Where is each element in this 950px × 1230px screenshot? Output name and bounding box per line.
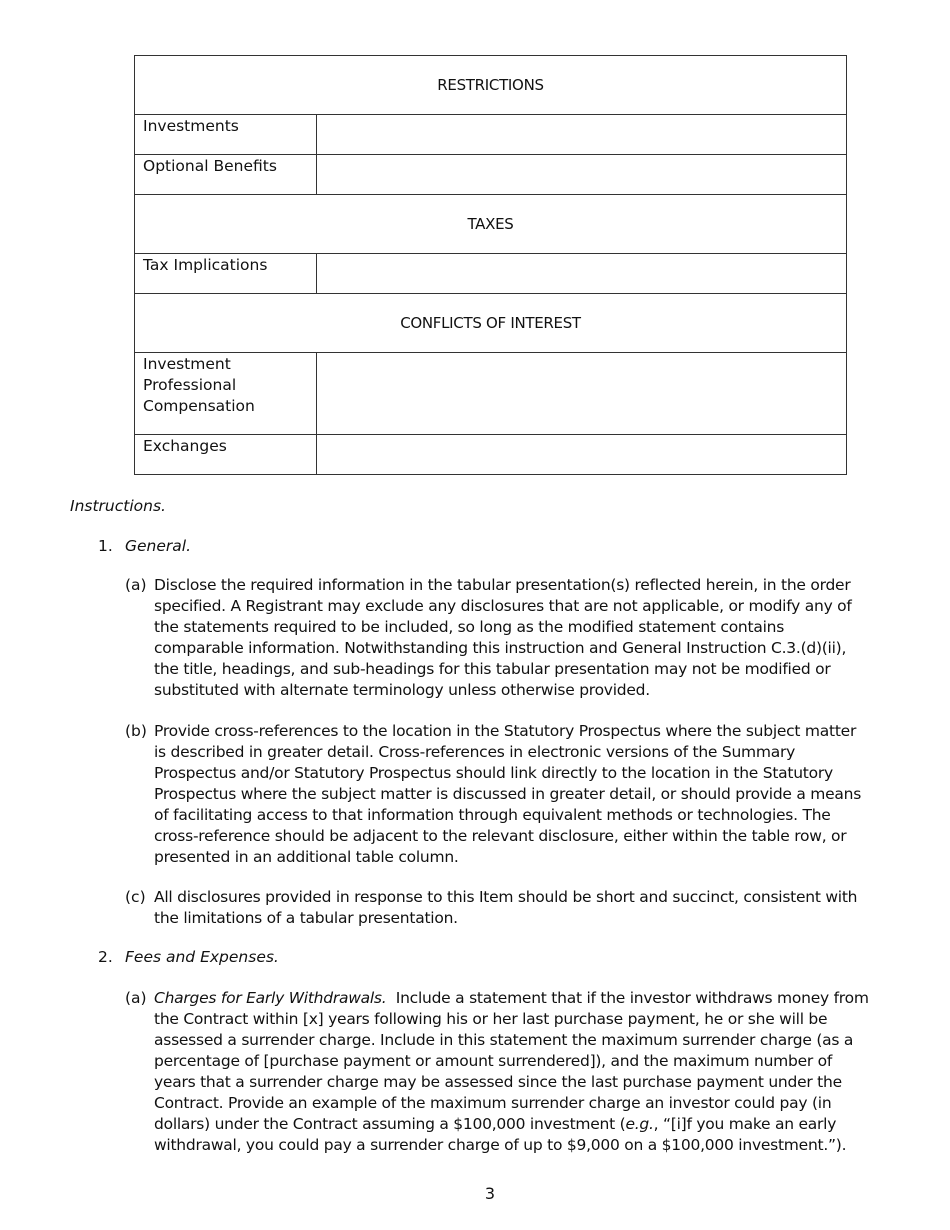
para-line: [154, 1114, 899, 1135]
para-2a-marker: (a): [125, 989, 147, 1007]
compensation-label: [135, 353, 317, 435]
para-text: dollars) under the Contract assuming a $100,000 investment (: [154, 1115, 626, 1133]
para-line: presented in an additional table column.: [154, 848, 459, 866]
para-line: Provide cross-references to the location in the Statutory Prospectus where the subject matter: [154, 722, 857, 740]
para-text: Include a statement that if the investor withdraws money from: [386, 989, 869, 1007]
para-1b: [154, 721, 899, 868]
para-1a: [154, 575, 899, 701]
compensation-line: Professional: [143, 376, 237, 394]
compensation-cell: [317, 353, 847, 435]
para-line: [154, 988, 899, 1009]
exchanges-label: Exchanges: [135, 435, 317, 475]
summary-table: [134, 55, 847, 475]
para-line: comparable information. Notwithstanding this instruction and General Instruction C.3.(d)(ii),: [154, 639, 847, 657]
taxes-header: TAXES: [135, 195, 847, 254]
para-line: assessed a surrender charge. Include in this statement the maximum surrender charge (as a: [154, 1031, 854, 1049]
early-withdrawals-lead: Charges for Early Withdrawals.: [154, 989, 387, 1007]
tax-implications-cell: [317, 254, 847, 294]
para-line: Disclose the required information in the tabular presentation(s) reflected herein, in the order: [154, 576, 851, 594]
para-1b-marker: (b): [125, 722, 147, 740]
para-line: of facilitating access to that information through equivalent methods or technologies. The: [154, 806, 831, 824]
para-line: years that a surrender charge may be assessed since the last purchase payment under the: [154, 1073, 842, 1091]
restrictions-header: RESTRICTIONS: [135, 56, 847, 115]
para-line: percentage of [purchase payment or amount surrendered]), and the maximum number of: [154, 1052, 833, 1070]
optional-benefits-label: Optional Benefits: [135, 155, 317, 195]
para-line: withdrawal, you could pay a surrender charge of up to $9,000 on a $100,000 investment.”).: [154, 1136, 847, 1154]
page-number: 3: [484, 1184, 496, 1203]
para-line: All disclosures provided in response to this Item should be short and succinct, consistent with: [154, 888, 858, 906]
para-line: the Contract within [x] years following his or her last purchase payment, he or she will be: [154, 1010, 828, 1028]
para-line: the limitations of a tabular presentation.: [154, 909, 458, 927]
optional-benefits-cell: [317, 155, 847, 195]
para-1c-marker: (c): [125, 888, 146, 906]
para-1c: [154, 887, 899, 929]
item-2-title: Fees and Expenses.: [125, 948, 279, 966]
para-text: , “[i]f you make an early: [653, 1115, 837, 1133]
investments-cell: [317, 115, 847, 155]
eg-abbrev: e.g.: [625, 1115, 654, 1133]
para-1a-marker: (a): [125, 576, 147, 594]
para-line: specified. A Registrant may exclude any disclosures that are not applicable, or modify any of: [154, 597, 852, 615]
item-2-number: 2.: [98, 948, 113, 966]
para-line: Prospectus where the subject matter is discussed in greater detail, or should provide a means: [154, 785, 862, 803]
tax-implications-label: Tax Implications: [135, 254, 317, 294]
item-1-number: 1.: [98, 537, 113, 555]
para-line: the statements required to be included, so long as the modified statement contains: [154, 618, 785, 636]
para-line: is described in greater detail. Cross-references in electronic versions of the Summary: [154, 743, 796, 761]
para-line: the title, headings, and sub-headings for this tabular presentation may not be modified or: [154, 660, 831, 678]
para-line: cross-reference should be adjacent to the relevant disclosure, either within the table row, or: [154, 827, 847, 845]
compensation-line: Compensation: [143, 397, 255, 415]
conflicts-header: CONFLICTS OF INTEREST: [135, 294, 847, 353]
exchanges-cell: [317, 435, 847, 475]
investments-label: Investments: [135, 115, 317, 155]
item-1-title: General.: [125, 537, 192, 555]
para-line: Contract. Provide an example of the maximum surrender charge an investor could pay (in: [154, 1094, 832, 1112]
instructions-heading: Instructions.: [70, 497, 166, 515]
para-line: Prospectus and/or Statutory Prospectus should link directly to the location in the Statutory: [154, 764, 833, 782]
compensation-line: Investment: [143, 355, 231, 373]
para-line: substituted with alternate terminology unless otherwise provided.: [154, 681, 650, 699]
para-2a: [154, 988, 899, 1156]
